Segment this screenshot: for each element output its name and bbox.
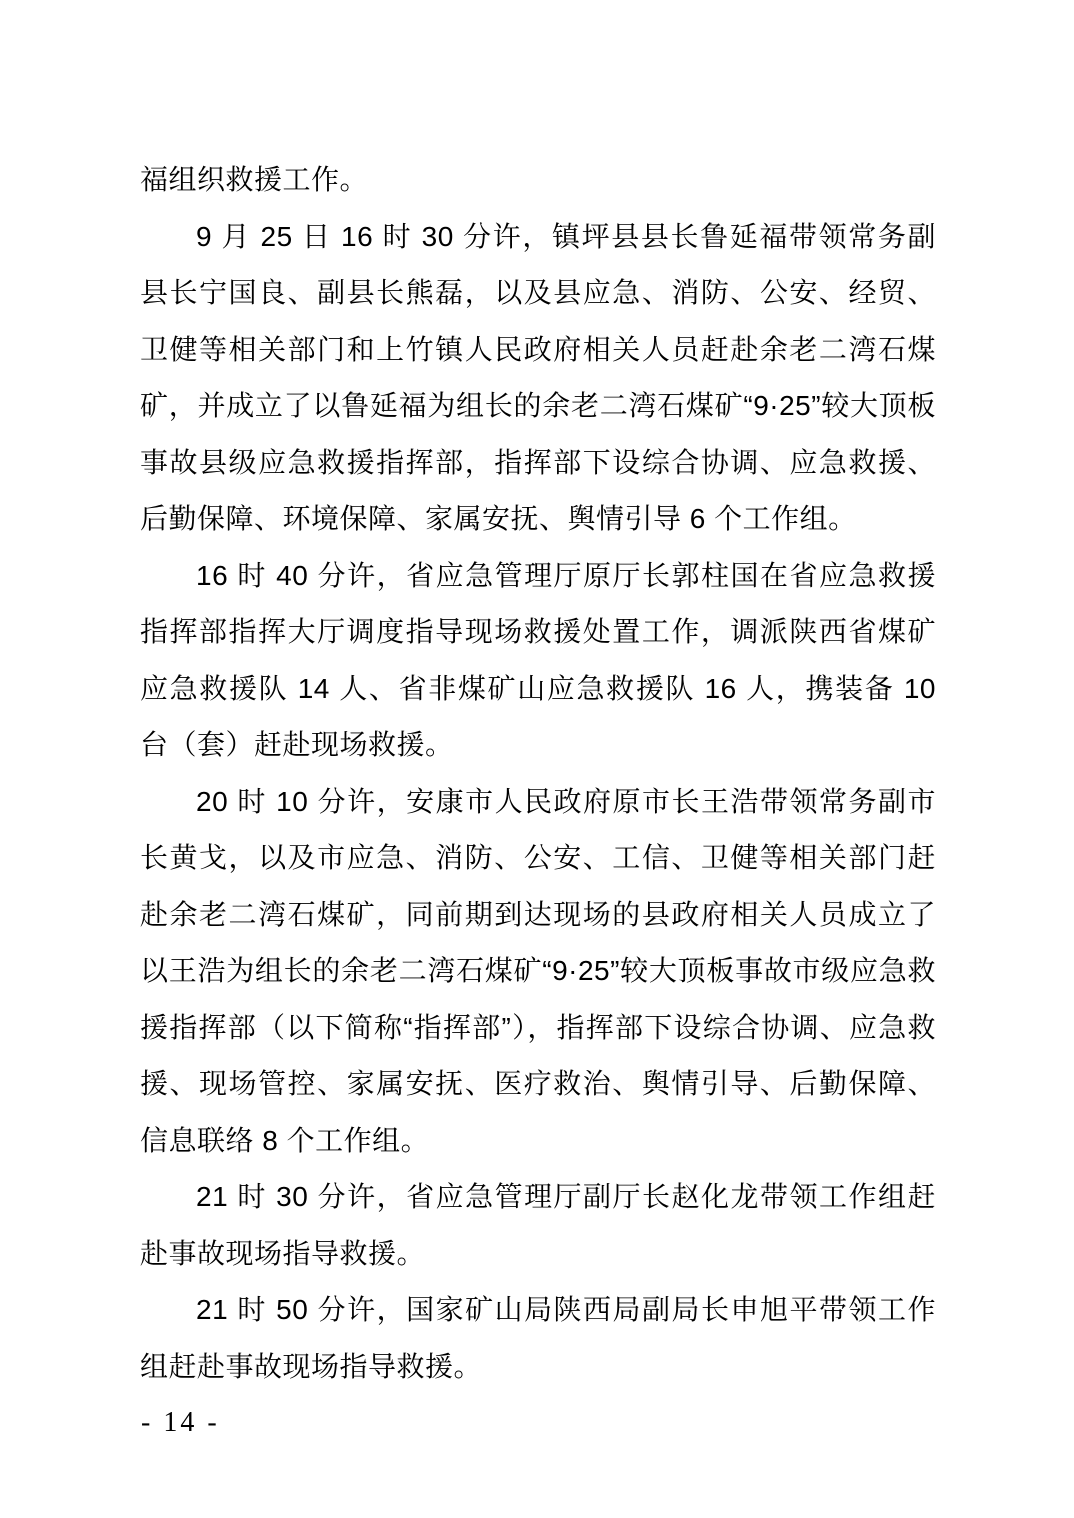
paragraph-county-response: 9 月 25 日 16 时 30 分许，镇坪县县长鲁延福带领常务副县长宁国良、副县长熊磊，以及县应急、消防、公安、经贸、卫健等相关部门和上竹镇人民政府相关人员赶赴余老二湾石煤矿，并成立了以鲁延福为组长的余老二湾石煤矿“9·25”较大顶板事故县级应急救援指挥部，指挥部下设综合协调、应急救援、后勤保障、环境保障、家属安抚、舆情引导 6 个工作组。: [140, 220, 936, 534]
paragraph-mine-bureau: 21 时 50 分许，国家矿山局陕西局副局长申旭平带领工作组赶赴事故现场指导救援。: [140, 1294, 936, 1382]
page-footer: [141, 1406, 220, 1440]
paragraph-city-command: 20 时 10 分许，安康市人民政府原市长王浩带领常务副市长黄戈，以及市应急、消防、公安、工信、卫健等相关部门赶赴余老二湾石煤矿，同前期到达现场的县政府相关人员成立了以王浩为组长的余老二湾石煤矿“9·25”较大顶板事故市级应急救援指挥部（以下简称“指挥部”），指挥部下设综合协调、应急救援、现场管控、家属安抚、医疗救治、舆情引导、后勤保障、信息联络 8 个工作组。: [140, 785, 936, 1156]
paragraph-province-dispatch: 16 时 40 分许，省应急管理厅原厅长郭柱国在省应急救援指挥部指挥大厅调度指导现场救援处置工作，调派陕西省煤矿应急救援队 14 人、省非煤矿山应急救援队 16 人，携装备 10 台（套）赶赴现场救援。: [140, 559, 936, 760]
document-body: [140, 152, 936, 1395]
paragraph-deputy-director: 21 时 30 分许，省应急管理厅副厅长赵化龙带领工作组赶赴事故现场指导救援。: [140, 1181, 936, 1269]
page-number: - 14 -: [141, 1407, 220, 1438]
paragraph-continuation: 福组织救援工作。: [140, 164, 369, 195]
